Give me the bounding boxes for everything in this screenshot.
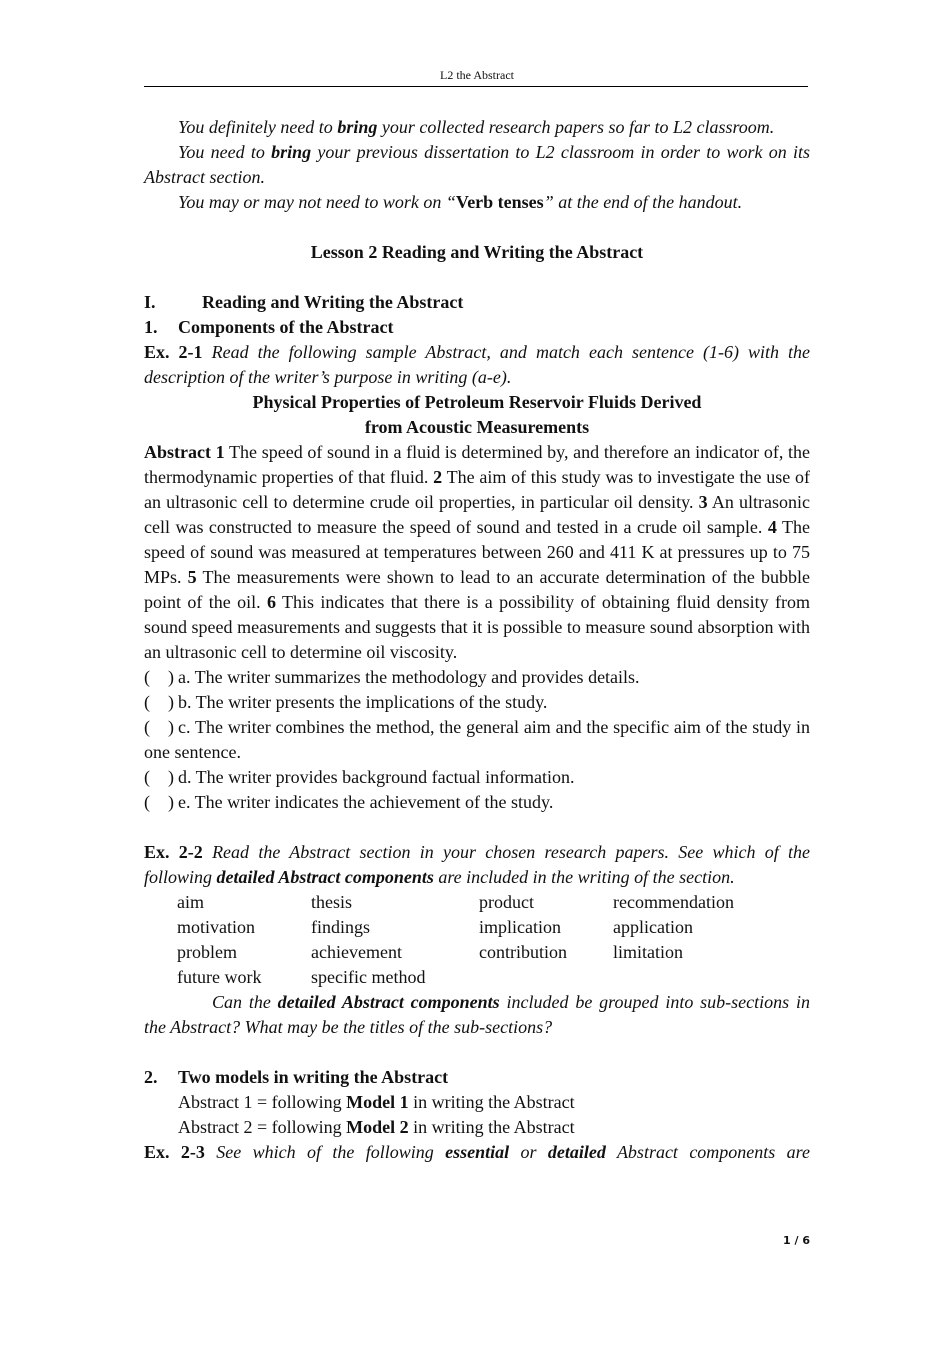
choice-b: ( ) b. The writer presents the implications of the study.: [144, 690, 810, 715]
component-item: findings: [311, 917, 371, 937]
component-item: future work: [177, 967, 262, 987]
page-number: 1 / 6: [783, 1234, 810, 1247]
model-line-1: Abstract 1 = following Model 1 in writing the Abstract: [178, 1092, 575, 1112]
answer-blank[interactable]: ( ): [144, 767, 174, 787]
subsection-heading-1: 1. Components of the Abstract: [144, 317, 394, 337]
section-heading-1: I. Reading and Writing the Abstract: [144, 292, 464, 312]
sample-abstract: Abstract 1 The speed of sound in a fluid is determined by, and therefore an indicator of, the thermodynamic properties of that fluid. 2 The aim of this study was to investigate the use of an ultrasonic cell to determine crude oil properties, in particular oil density. 3 An ultrasonic cell was constructed to measure the speed of sound and tested in a crude oil sample. 4 The speed of sound was measured at temperatures between 260 and 411 K at pressures up to 75 MPs. 5 The measurements were shown to lead to an accurate determination of the bubble point of the oil. 6 This indicates that there is a possibility of obtaining fluid density from sound speed measurements and suggests that it is possible to measure sound absorption with an ultrasonic cell to determine oil viscosity.: [144, 442, 811, 662]
choice-e: ( ) e. The writer indicates the achievement of the study.: [144, 790, 810, 815]
component-item: problem: [177, 942, 237, 962]
subsection-heading-2: 2. Two models in writing the Abstract: [144, 1067, 449, 1087]
running-header: L2 the Abstract: [440, 68, 514, 82]
abstract-components-grid: [144, 890, 810, 990]
choice-d: ( ) d. The writer provides background factual information.: [144, 765, 810, 790]
component-item: thesis: [311, 892, 353, 912]
component-item: limitation: [613, 942, 683, 962]
answer-blank[interactable]: ( ): [144, 667, 174, 687]
component-item: product: [479, 892, 534, 912]
paper-title-line-2: from Acoustic Measurements: [364, 417, 590, 437]
component-item: specific method: [311, 967, 426, 987]
component-item: aim: [177, 892, 204, 912]
paper-title-line-1: Physical Properties of Petroleum Reservoir Fluids Derived: [252, 392, 702, 412]
component-item: recommendation: [613, 892, 734, 912]
model-line-2: Abstract 2 = following Model 2 in writing the Abstract: [178, 1117, 575, 1137]
exercise-2-1-instruction: Ex. 2-1 Read the following sample Abstract, and match each sentence (1-6) with the description of the writer’s purpose in writing (a-e).: [144, 342, 811, 387]
component-item: implication: [479, 917, 561, 937]
note-bring-papers: You definitely need to bring your collected research papers so far to L2 classroom.: [178, 117, 775, 137]
note-bring-dissertation: You need to bring your previous dissertation to L2 classroom in order to work on its Abstract section.: [144, 142, 810, 187]
component-item: application: [613, 917, 693, 937]
lesson-title: Lesson 2 Reading and Writing the Abstract: [310, 242, 644, 262]
choice-c: ( ) c. The writer combines the method, the general aim and the specific aim of the study in one sentence.: [144, 717, 810, 762]
component-item: contribution: [479, 942, 567, 962]
note-verb-tenses: You may or may not need to work on “Verb tenses” at the end of the handout.: [178, 192, 743, 212]
answer-blank[interactable]: ( ): [144, 717, 174, 737]
grouping-question: Can the detailed Abstract components included be grouped into sub-sections in the Abstract? What may be the titles of the sub-sections?: [144, 992, 811, 1037]
header-rule: [144, 86, 808, 87]
exercise-2-2-instruction: Ex. 2-2 Read the Abstract section in your chosen research papers. See which of the following detailed Abstract components are included in the writing of the section.: [144, 842, 811, 887]
exercise-2-3-instruction: Ex. 2-3 See which of the following essential or detailed Abstract components are: [144, 1142, 811, 1162]
answer-blank[interactable]: ( ): [144, 792, 174, 812]
component-item: achievement: [311, 942, 402, 962]
component-item: motivation: [177, 917, 255, 937]
choice-a: ( ) a. The writer summarizes the methodology and provides details.: [144, 665, 810, 690]
page-content: [144, 115, 810, 1165]
answer-blank[interactable]: ( ): [144, 692, 174, 712]
